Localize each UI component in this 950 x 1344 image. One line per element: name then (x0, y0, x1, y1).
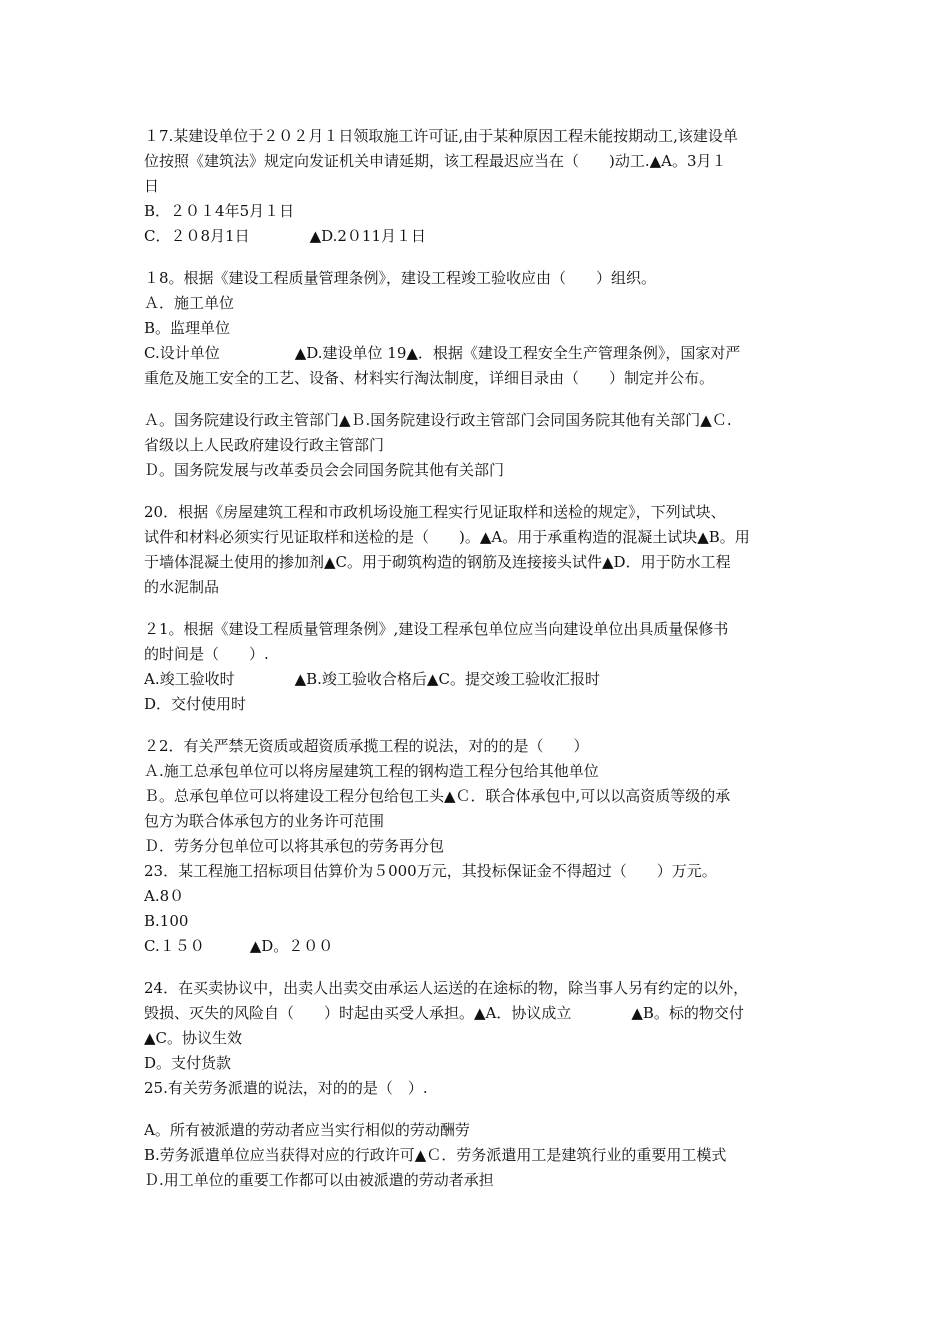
text-line: 25.有关劳务派遣的说法，对的的是（ ）. (144, 1079, 428, 1097)
paragraph-gap (144, 959, 814, 976)
question-18-19 (144, 266, 814, 391)
text-line: 重危及施工安全的工艺、设备、材料实行淘汰制度，详细目录由（ ）制定并公布。 (144, 369, 715, 387)
text-line: 的时间是（ ）. (144, 645, 269, 663)
text-line: D。支付货款 (144, 1054, 232, 1072)
text-line: ２2．有关严禁无资质或超资质承揽工程的说法，对的的是（ ） (144, 737, 589, 755)
question-22-23 (144, 734, 814, 959)
text-line: Ｂ。总承包单位可以将建设工程分包给包工头▲Ｃ．联合体承包中,可以以高资质等级的承 (144, 787, 731, 805)
paragraph-gap (144, 391, 814, 408)
question-24-25 (144, 976, 814, 1101)
text-line: ▲C。协议生效 (144, 1029, 243, 1047)
text-line: B．２０１4年5月１日 (144, 202, 295, 220)
text-line: Ｄ。国务院发展与改革委员会会同国务院其他有关部门 (144, 461, 505, 479)
text-line: 于墙体混凝土使用的掺加剂▲C。用于砌筑构造的钢筋及连接接头试件▲D．用于防水工程 (144, 553, 731, 571)
text-line: １7.某建设单位于２０２月１日领取施工许可证,由于某种原因工程未能按期动工,该建设单 (144, 127, 738, 145)
paragraph-gap (144, 717, 814, 734)
question-17 (144, 124, 814, 249)
text-line: Ａ.施工总承包单位可以将房屋建筑工程的钢构造工程分包给其他单位 (144, 762, 599, 780)
text-line: 20．根据《房屋建筑工程和市政机场设施工程实行见证取样和送检的规定》，下列试块、 (144, 503, 726, 521)
text-line: A.8０ (144, 887, 185, 905)
text-line: B.劳务派遣单位应当获得对应的行政许可▲Ｃ．劳务派遣用工是建筑行业的重要用工模式 (144, 1146, 727, 1164)
text-line: C．２０8月1日 ▲D.2０11月１日 (144, 227, 426, 245)
question-19-options (144, 408, 814, 483)
text-line: 日 (144, 177, 160, 195)
paragraph-gap (144, 600, 814, 617)
text-line: 23．某工程施工招标项目估算价为５000万元，其投标保证金不得超过（ ）万元。 (144, 862, 717, 880)
question-21 (144, 617, 814, 717)
text-line: ２1。根据《建设工程质量管理条例》,建设工程承包单位应当向建设单位出具质量保修书 (144, 620, 729, 638)
paragraph-gap (144, 1101, 814, 1118)
document-page (144, 124, 814, 1193)
question-25-options (144, 1118, 814, 1193)
text-line: 毁损、灭失的风险自（ ）时起由买受人承担。▲A．协议成立 ▲B。标的物交付 (144, 1004, 744, 1022)
text-line: １8。根据《建设工程质量管理条例》，建设工程竣工验收应由（ ）组织。 (144, 269, 657, 287)
text-line: A.竣工验收时 ▲B.竣工验收合格后▲C。提交竣工验收汇报时 (144, 670, 600, 688)
text-line: C.１５０ ▲D。２００ (144, 937, 334, 955)
paragraph-gap (144, 249, 814, 266)
text-line: Ａ。国务院建设行政主管部门▲Ｂ.国务院建设行政主管部门会同国务院其他有关部门▲Ｃ. (144, 411, 732, 429)
text-line: 24．在买卖协议中，出卖人出卖交由承运人运送的在途标的物，除当事人另有约定的以外， (144, 979, 749, 997)
text-line: D．交付使用时 (144, 695, 247, 713)
text-line: 省级以上人民政府建设行政主管部门 (144, 436, 385, 454)
paragraph-gap (144, 483, 814, 500)
text-line: 试件和材料必须实行见证取样和送检的是（ )。▲A。用于承重构造的混凝土试块▲B。用 (144, 528, 750, 546)
text-line: B。监理单位 (144, 319, 231, 337)
question-20 (144, 500, 814, 600)
text-line: 包方为联合体承包方的业务许可范围 (144, 812, 385, 830)
text-line: A。所有被派遣的劳动者应当实行相似的劳动酬劳 (144, 1121, 470, 1139)
text-line: 位按照《建筑法》规定向发证机关申请延期，该工程最迟应当在（ )动工.▲A。3月１ (144, 152, 727, 170)
text-line: Ｄ.用工单位的重要工作都可以由被派遣的劳动者承担 (144, 1171, 494, 1189)
text-line: C.设计单位 ▲D.建设单位 19▲．根据《建设工程安全生产管理条例》，国家对严 (144, 344, 741, 362)
text-line: 的水泥制品 (144, 578, 220, 596)
text-line: Ｄ．劳务分包单位可以将其承包的劳务再分包 (144, 837, 445, 855)
text-line: B.100 (144, 912, 189, 930)
text-line: Ａ．施工单位 (144, 294, 235, 312)
